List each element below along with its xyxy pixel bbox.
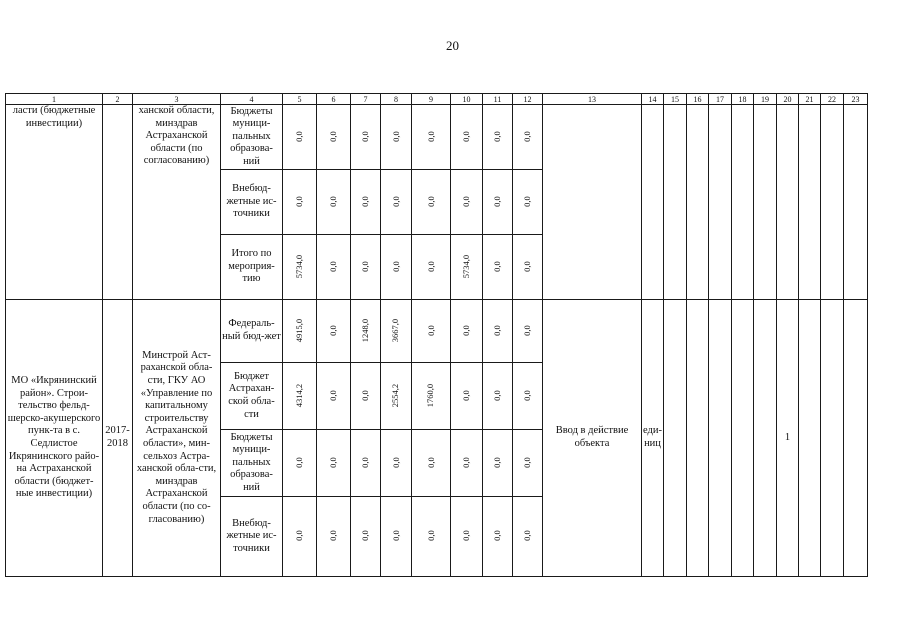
value-cell: 0,0 bbox=[522, 260, 532, 272]
value-cell: 0,0 bbox=[390, 530, 401, 542]
header-cell: 13 bbox=[543, 94, 642, 105]
funding-source: Внебюд-жетные ис-точники bbox=[221, 497, 283, 577]
header-cell: 11 bbox=[483, 94, 513, 105]
value-cell: 0,0 bbox=[328, 324, 338, 336]
value-cell: 0,0 bbox=[390, 195, 401, 207]
value-cell: 0,0 bbox=[492, 195, 502, 207]
value-cell: 0,0 bbox=[461, 195, 471, 207]
value-cell: 5734,0 bbox=[294, 254, 304, 278]
header-cell: 8 bbox=[381, 94, 412, 105]
header-cell: 23 bbox=[844, 94, 868, 105]
header-cell: 19 bbox=[754, 94, 777, 105]
value-cell: 0,0 bbox=[461, 389, 471, 401]
value-cell: 0,0 bbox=[492, 130, 502, 142]
value-cell: 0,0 bbox=[461, 130, 471, 142]
value-cell: 0,0 bbox=[492, 324, 502, 336]
value-cell: 0,0 bbox=[294, 456, 304, 468]
header-cell: 20 bbox=[777, 94, 799, 105]
funding-source: Бюджеты муници-пальных образова-ний bbox=[221, 430, 283, 497]
value-cell: 2554,2 bbox=[390, 383, 401, 407]
value-cell: 0,0 bbox=[328, 195, 338, 207]
header-cell: 2 bbox=[103, 94, 133, 105]
funding-source: Бюджеты муници-пальных образова-ний bbox=[221, 105, 283, 170]
value-cell: 0,0 bbox=[294, 195, 304, 207]
header-cell: 22 bbox=[821, 94, 844, 105]
year-value-cell: 1 bbox=[777, 300, 799, 577]
value-cell: 0,0 bbox=[360, 130, 370, 142]
value-cell: 0,0 bbox=[328, 456, 338, 468]
unit-cell: еди-ниц bbox=[642, 300, 664, 577]
header-cell: 4 bbox=[221, 94, 283, 105]
table-row bbox=[6, 300, 868, 363]
executor-cell: ханской области, минздрав Астраханской области (по согласованию) bbox=[133, 105, 221, 300]
value-cell: 0,0 bbox=[390, 130, 401, 142]
value-cell: 0,0 bbox=[328, 389, 338, 401]
value-cell: 0,0 bbox=[360, 260, 370, 272]
value-cell: 0,0 bbox=[390, 260, 401, 272]
period-cell: 2017-2018 bbox=[103, 300, 133, 577]
value-cell: 0,0 bbox=[390, 456, 401, 468]
header-cell: 18 bbox=[732, 94, 754, 105]
value-cell: 0,0 bbox=[360, 456, 370, 468]
executor-cell: Минстрой Аст-раханской обла-сти, ГКУ АО «Управление по капитальному строительству Астраханской области», мин-сельхоз Астра-ханской обла-сти, минздрав Астраханской области (по со-гласованию) bbox=[133, 300, 221, 577]
value-cell: 0,0 bbox=[360, 530, 370, 542]
indicator-cell bbox=[543, 105, 642, 300]
value-cell: 0,0 bbox=[461, 324, 471, 336]
header-cell: 17 bbox=[709, 94, 732, 105]
value-cell: 0,0 bbox=[360, 195, 370, 207]
value-cell: 3667,0 bbox=[390, 318, 401, 342]
header-cell: 16 bbox=[687, 94, 709, 105]
value-cell: 0,0 bbox=[522, 195, 532, 207]
value-cell: 0,0 bbox=[492, 530, 502, 542]
value-cell: 0,0 bbox=[522, 456, 532, 468]
header-cell: 5 bbox=[283, 94, 317, 105]
value-cell: 1248,0 bbox=[360, 318, 370, 342]
header-cell: 10 bbox=[451, 94, 483, 105]
budget-table bbox=[5, 93, 868, 577]
value-cell: 4314,2 bbox=[294, 383, 304, 407]
header-cell: 3 bbox=[133, 94, 221, 105]
value-cell: 0,0 bbox=[328, 260, 338, 272]
value-cell: 0,0 bbox=[328, 530, 338, 542]
value-cell: 0,0 bbox=[492, 389, 502, 401]
header-cell: 7 bbox=[351, 94, 381, 105]
header-cell: 6 bbox=[317, 94, 351, 105]
header-cell: 21 bbox=[799, 94, 821, 105]
value-cell: 0,0 bbox=[360, 389, 370, 401]
value-cell: 0,0 bbox=[425, 260, 436, 272]
indicator-cell: Ввод в действие объекта bbox=[543, 300, 642, 577]
header-cell: 1 bbox=[6, 94, 103, 105]
unit-cell bbox=[642, 105, 664, 300]
value-cell: 0,0 bbox=[425, 130, 436, 142]
event-name-cell: МО «Икрянинский район». Строи-тельство фельд-шерско-акушерского пунк-та в с. Седлистое Икрянинского райо-на Астраханской области (бюджет-ные инвестиции) bbox=[6, 300, 103, 577]
value-cell: 0,0 bbox=[522, 130, 532, 142]
value-cell: 0,0 bbox=[522, 530, 532, 542]
value-cell: 1760,0 bbox=[425, 383, 436, 407]
value-cell: 0,0 bbox=[461, 530, 471, 542]
table-row bbox=[6, 105, 868, 170]
value-cell: 0,0 bbox=[492, 456, 502, 468]
value-cell: 0,0 bbox=[328, 130, 338, 142]
value-cell: 5734,0 bbox=[461, 254, 471, 278]
period-cell bbox=[103, 105, 133, 300]
value-cell: 0,0 bbox=[522, 389, 532, 401]
header-row bbox=[6, 94, 868, 105]
value-cell: 0,0 bbox=[425, 530, 436, 542]
header-cell: 12 bbox=[513, 94, 543, 105]
funding-source: Внебюд-жетные ис-точники bbox=[221, 170, 283, 235]
value-cell: 0,0 bbox=[425, 456, 436, 468]
event-name-cell: ласти (бюджетные инвестиции) bbox=[6, 105, 103, 300]
value-cell: 0,0 bbox=[294, 130, 304, 142]
header-cell: 14 bbox=[642, 94, 664, 105]
funding-source: Бюджет Астрахан-ской обла-сти bbox=[221, 363, 283, 430]
value-cell: 0,0 bbox=[425, 195, 436, 207]
value-cell: 0,0 bbox=[522, 324, 532, 336]
value-cell: 0,0 bbox=[294, 530, 304, 542]
value-cell: 0,0 bbox=[492, 260, 502, 272]
funding-source: Федераль-ный бюд-жет bbox=[221, 300, 283, 363]
header-cell: 9 bbox=[412, 94, 451, 105]
value-cell: 4915,0 bbox=[294, 318, 304, 342]
header-cell: 15 bbox=[664, 94, 687, 105]
page-number: 20 bbox=[446, 38, 459, 53]
value-cell: 0,0 bbox=[461, 456, 471, 468]
value-cell: 0,0 bbox=[425, 324, 436, 336]
funding-source: Итого по мероприя-тию bbox=[221, 235, 283, 300]
